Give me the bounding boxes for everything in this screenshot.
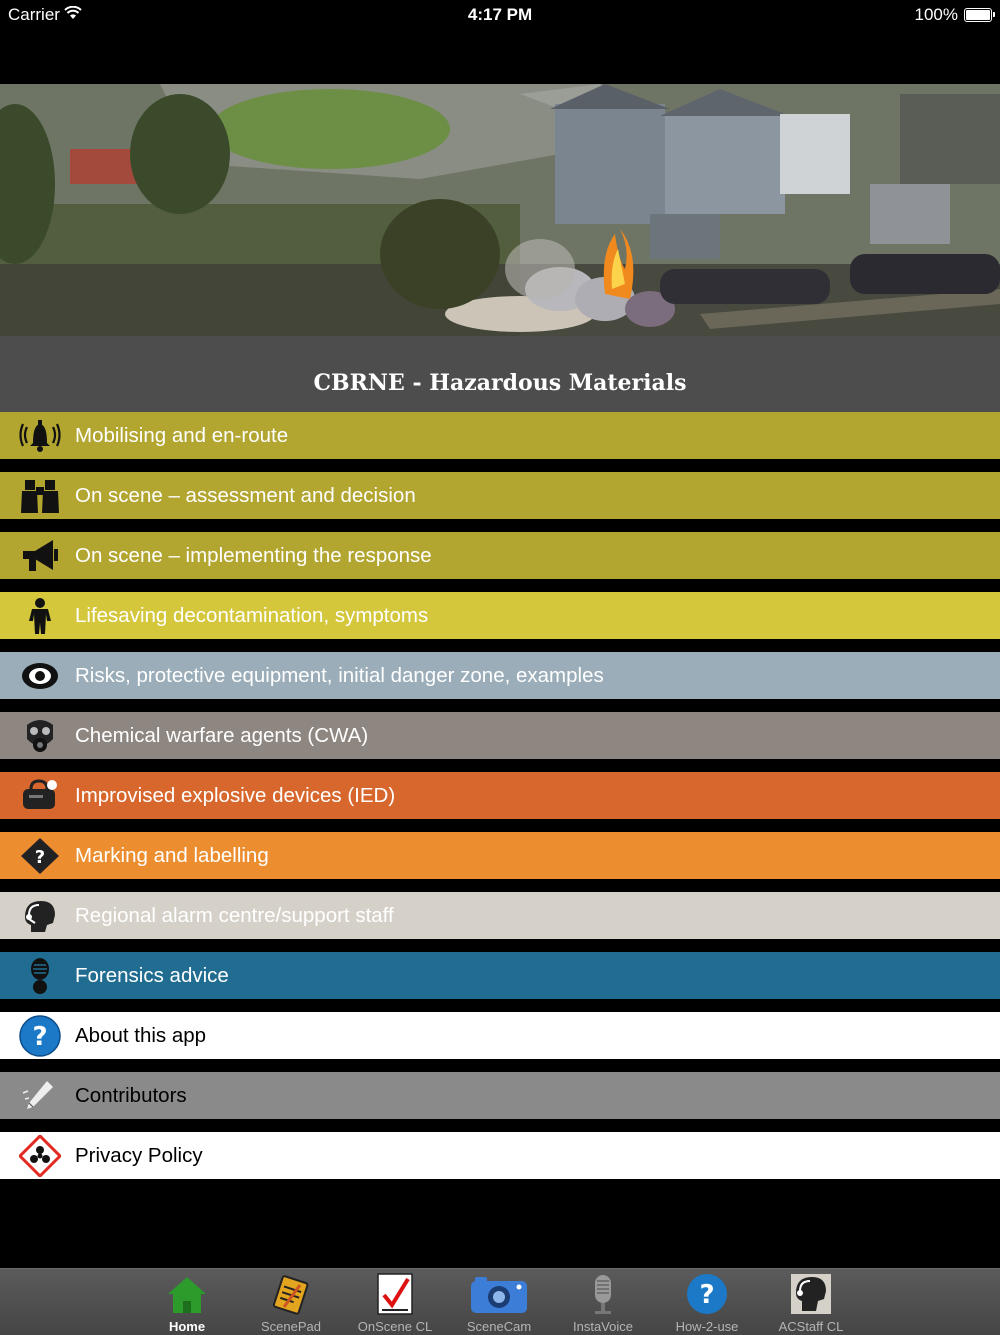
menu-item-on-scene-assessment[interactable] — [0, 472, 1000, 519]
menu-item-label: About this app — [75, 1024, 207, 1047]
microphone-icon — [582, 1273, 624, 1315]
headset-operator-icon — [790, 1273, 832, 1315]
tab-label: ScenePad — [261, 1319, 321, 1334]
camera-icon — [469, 1273, 529, 1315]
headset-operator-icon — [18, 896, 62, 936]
menu-item-label: On scene – implementing the response — [75, 544, 432, 567]
tab-label: Home — [168, 1319, 206, 1334]
menu-item-label: Improvised explosive devices (IED) — [75, 784, 396, 807]
ghs-hazard-diamond-icon — [18, 1136, 62, 1176]
hero-image — [0, 84, 1000, 336]
title-band — [0, 336, 1000, 412]
tab-label: InstaVoice — [573, 1319, 633, 1334]
megaphone-icon — [18, 536, 62, 576]
menu-item-ied[interactable] — [0, 772, 1000, 819]
tab-scenepad[interactable] — [241, 1269, 341, 1335]
menu-item-label: Privacy Policy — [75, 1144, 203, 1167]
help-circle-icon — [18, 1016, 62, 1056]
tab-label: How-2-use — [675, 1319, 739, 1334]
menu-item-label: Chemical warfare agents (CWA) — [75, 724, 369, 747]
tab-instavoice[interactable] — [553, 1269, 653, 1335]
eye-icon — [18, 656, 62, 696]
tab-home[interactable] — [137, 1269, 237, 1335]
menu-item-cwa[interactable] — [0, 712, 1000, 759]
menu-item-label: Risks, protective equipment, initial danger zone, examples — [75, 664, 604, 687]
menu-item-contributors[interactable] — [0, 1072, 1000, 1119]
tab-how-2-use[interactable] — [657, 1269, 757, 1335]
menu-item-mobilising[interactable] — [0, 412, 1000, 459]
binoculars-icon — [18, 476, 62, 516]
pen-icon — [18, 1076, 62, 1116]
tab-onscene-cl[interactable] — [345, 1269, 445, 1335]
menu-item-about[interactable] — [0, 1012, 1000, 1059]
tab-acstaff-cl[interactable] — [761, 1269, 861, 1335]
menu-item-marking[interactable] — [0, 832, 1000, 879]
tab-label: SceneCam — [466, 1319, 532, 1334]
tab-bar — [0, 1268, 1000, 1335]
menu-item-forensics[interactable] — [0, 952, 1000, 999]
menu-item-on-scene-implementing[interactable] — [0, 532, 1000, 579]
gas-mask-icon — [18, 716, 62, 756]
menu-item-label: Regional alarm centre/support staff — [75, 904, 394, 927]
battery-icon — [964, 8, 992, 22]
menu-item-label: Contributors — [75, 1084, 187, 1107]
carrier-label: Carrier — [8, 5, 60, 24]
page-title: CBRNE - Hazardous Materials — [313, 370, 687, 396]
clock: 4:17 PM — [467, 5, 533, 24]
svg-text:?: ? — [699, 1280, 715, 1310]
menu-item-label: On scene – assessment and decision — [75, 484, 416, 507]
status-bar — [0, 0, 1000, 30]
checklist-icon — [374, 1273, 416, 1315]
warning-diamond-icon — [18, 836, 62, 876]
footprint-icon — [18, 956, 62, 996]
menu-item-label: Mobilising and en-route — [75, 424, 289, 447]
menu-item-label: Lifesaving decontamination, symptoms — [75, 604, 429, 627]
menu-item-label: Forensics advice — [75, 964, 229, 987]
menu-item-risks[interactable] — [0, 652, 1000, 699]
menu-item-alarm-centre[interactable] — [0, 892, 1000, 939]
tab-label: ACStaff CL — [778, 1319, 844, 1334]
help-circle-icon — [686, 1273, 728, 1315]
alarm-bell-icon — [18, 416, 62, 456]
menu-item-label: Marking and labelling — [75, 844, 269, 867]
tab-label: OnScene CL — [357, 1319, 433, 1334]
bag-bomb-icon — [18, 776, 62, 816]
menu-item-decontamination[interactable] — [0, 592, 1000, 639]
battery-percentage: 100% — [914, 5, 958, 24]
svg-text:?: ? — [34, 847, 46, 868]
notepad-icon — [270, 1273, 312, 1315]
tab-scenecam[interactable] — [449, 1269, 549, 1335]
svg-text:?: ? — [32, 1022, 48, 1052]
hazmat-suit-person-icon — [18, 596, 62, 636]
menu-item-privacy[interactable] — [0, 1132, 1000, 1179]
home-icon — [166, 1273, 208, 1315]
